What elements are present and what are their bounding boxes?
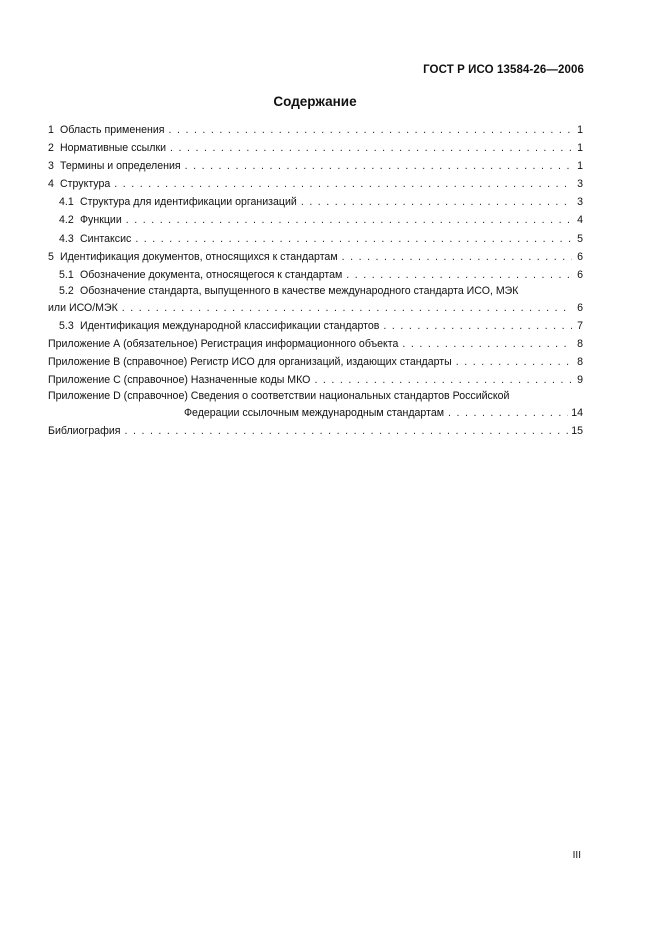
toc-entry-page: 9 — [577, 374, 583, 387]
toc-entry-text: Нормативные ссылки — [60, 142, 167, 155]
toc-entry-number: 2 — [48, 142, 54, 155]
dot-leader — [383, 317, 572, 335]
toc-entry-appendix-d-continuation[interactable] — [48, 404, 583, 422]
toc-entry-appendix-c[interactable] — [48, 371, 583, 389]
toc-entry-number: 5.3 — [59, 319, 74, 332]
toc-entry-page: 8 — [577, 356, 583, 369]
toc-entry-text: Идентификация международной классификации стандартов — [80, 319, 380, 332]
toc-entry-page: 6 — [577, 250, 583, 263]
toc-entry-1[interactable] — [48, 121, 583, 139]
toc-entry-4-2[interactable] — [48, 211, 583, 229]
dot-leader — [346, 266, 572, 284]
dot-leader — [301, 193, 572, 211]
toc-entry-page: 3 — [577, 178, 583, 191]
toc-entry-2[interactable] — [48, 139, 583, 157]
dot-leader — [168, 121, 572, 139]
toc-entry-number: 5.1 — [59, 268, 74, 281]
toc-entry-page: 4 — [577, 214, 583, 227]
toc-entry-4-3[interactable] — [48, 230, 583, 248]
toc-entry-page: 1 — [577, 124, 583, 136]
toc-entry-page: 15 — [571, 425, 583, 438]
toc-entry-text-continuation: Федерации ссылочным международным стандартам — [184, 407, 444, 420]
toc-entry-number: 4.2 — [59, 214, 74, 227]
toc-entry-appendix-d[interactable] — [48, 389, 583, 404]
document-code: ГОСТ Р ИСО 13584-26—2006 — [423, 64, 584, 76]
toc-entry-text: Идентификация документов, относящихся к стандартам — [60, 250, 338, 263]
toc-entry-appendix-b[interactable] — [48, 353, 583, 371]
toc-entry-text: Библиография — [48, 425, 121, 438]
dot-leader — [114, 175, 572, 193]
toc-entry-appendix-a[interactable] — [48, 335, 583, 353]
toc-entry-text: Приложение В (справочное) Регистр ИСО для организаций, издающих стандарты — [48, 356, 452, 369]
toc-entry-text: Термины и определения — [60, 160, 181, 173]
toc-entry-3[interactable] — [48, 157, 583, 175]
toc-entry-5[interactable] — [48, 248, 583, 266]
dot-leader — [170, 139, 572, 157]
dot-leader — [456, 353, 572, 371]
toc-entry-text: Обозначение документа, относящегося к стандартам — [80, 268, 343, 281]
table-of-contents — [48, 121, 583, 441]
dot-leader — [122, 299, 572, 317]
toc-entry-text: Структура для идентификации организаций — [80, 196, 297, 209]
toc-entry-number: 3 — [48, 160, 54, 173]
toc-entry-bibliography[interactable] — [48, 422, 583, 440]
toc-entry-text: Приложение С (справочное) Назначенные коды МКО — [48, 374, 311, 387]
toc-entry-number: 5.2 — [59, 284, 74, 297]
toc-entry-page: 1 — [577, 142, 583, 155]
dot-leader — [448, 404, 568, 422]
toc-entry-page: 8 — [577, 338, 583, 351]
toc-entry-number: 5 — [48, 250, 54, 263]
toc-entry-text: Область применения — [60, 124, 165, 136]
toc-entry-page: 5 — [577, 232, 583, 245]
dot-leader — [402, 335, 572, 353]
dot-leader — [342, 248, 572, 266]
toc-entry-4-1[interactable] — [48, 193, 583, 211]
toc-entry-4[interactable] — [48, 175, 583, 193]
toc-title: Содержание — [273, 94, 357, 109]
toc-entry-number: 4 — [48, 178, 54, 191]
toc-entry-page: 6 — [577, 268, 583, 281]
toc-entry-text: Структура — [60, 178, 111, 191]
toc-entry-5-2[interactable] — [48, 284, 583, 299]
dot-leader — [126, 211, 572, 229]
toc-entry-page: 1 — [577, 160, 583, 173]
toc-entry-text: Функции — [80, 214, 122, 227]
toc-entry-text: Приложение D (справочное) Сведения о соответствии национальных стандартов Российской — [48, 390, 510, 403]
toc-entry-text-continuation: или ИСО/МЭК — [48, 301, 118, 314]
toc-entry-5-3[interactable] — [48, 317, 583, 335]
dot-leader — [124, 422, 568, 440]
toc-entry-number: 4.3 — [59, 232, 74, 245]
dot-leader — [185, 157, 572, 175]
toc-entry-5-2-continuation[interactable] — [48, 299, 583, 317]
toc-entry-page: 6 — [577, 301, 583, 314]
toc-entry-page: 3 — [577, 196, 583, 209]
toc-entry-text: Синтаксис — [80, 232, 132, 245]
dot-leader — [314, 371, 572, 389]
toc-entry-page: 7 — [577, 319, 583, 332]
toc-entry-page: 14 — [571, 407, 583, 420]
toc-entry-number: 1 — [48, 124, 54, 136]
toc-entry-text: Обозначение стандарта, выпущенного в качестве международного стандарта ИСО, МЭК — [80, 284, 519, 297]
toc-entry-text: Приложение А (обязательное) Регистрация информационного объекта — [48, 338, 399, 351]
page-number: III — [572, 850, 581, 861]
toc-entry-number: 4.1 — [59, 196, 74, 209]
dot-leader — [135, 230, 572, 248]
toc-entry-5-1[interactable] — [48, 266, 583, 284]
